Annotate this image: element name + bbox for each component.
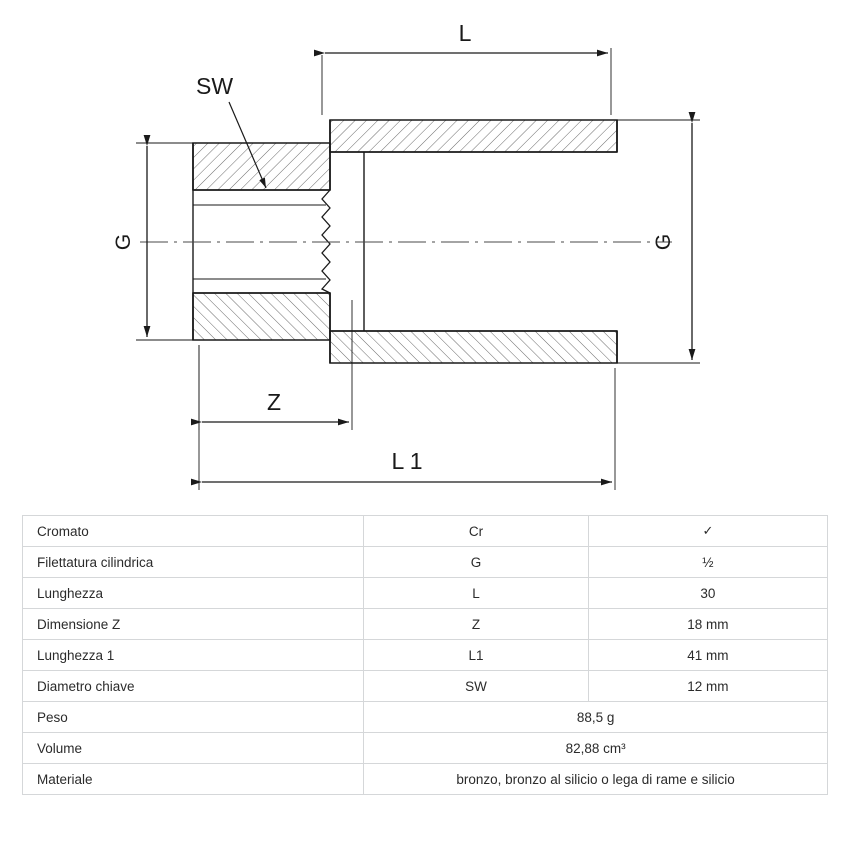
table-row [23,578,828,609]
dimension-L1 [199,345,615,490]
row-label: Cromato [23,516,364,547]
specification-table-body [23,516,828,795]
row-label: Volume [23,733,364,764]
dimension-label-L1: L 1 [391,448,423,474]
row-label: Filettatura cilindrica [23,547,364,578]
row-value: 18 mm [588,609,827,640]
table-row [23,733,828,764]
row-label: Lunghezza [23,578,364,609]
row-label: Materiale [23,764,364,795]
row-value: bronzo, bronzo al silicio o lega di rame e silicio [364,764,828,795]
row-value: 12 mm [588,671,827,702]
row-label: Dimensione Z [23,609,364,640]
row-symbol: L [364,578,589,609]
row-value: ½ [588,547,827,578]
row-symbol: Cr [364,516,589,547]
row-value: 88,5 g [364,702,828,733]
table-row [23,609,828,640]
row-symbol: G [364,547,589,578]
row-label: Diametro chiave [23,671,364,702]
fitting-body [140,120,672,363]
table-row [23,764,828,795]
row-value: 41 mm [588,640,827,671]
row-symbol: SW [364,671,589,702]
dimension-label-Z: Z [266,389,282,415]
specification-table [22,515,828,795]
table-row [23,516,828,547]
row-symbol: L1 [364,640,589,671]
dimension-label-L: L [458,20,472,46]
dimension-label-SW: SW [196,73,234,99]
row-value: 82,88 cm³ [364,733,828,764]
row-value: ✓ [588,516,827,547]
dimension-label-G-right: G [652,233,675,251]
row-label: Peso [23,702,364,733]
specification-table-wrapper [22,515,828,795]
table-row [23,702,828,733]
row-symbol: Z [364,609,589,640]
table-row [23,547,828,578]
dimension-L [322,20,611,115]
dimension-label-G-left: G [112,233,135,251]
row-label: Lunghezza 1 [23,640,364,671]
table-row [23,640,828,671]
row-value: 30 [588,578,827,609]
table-row [23,671,828,702]
